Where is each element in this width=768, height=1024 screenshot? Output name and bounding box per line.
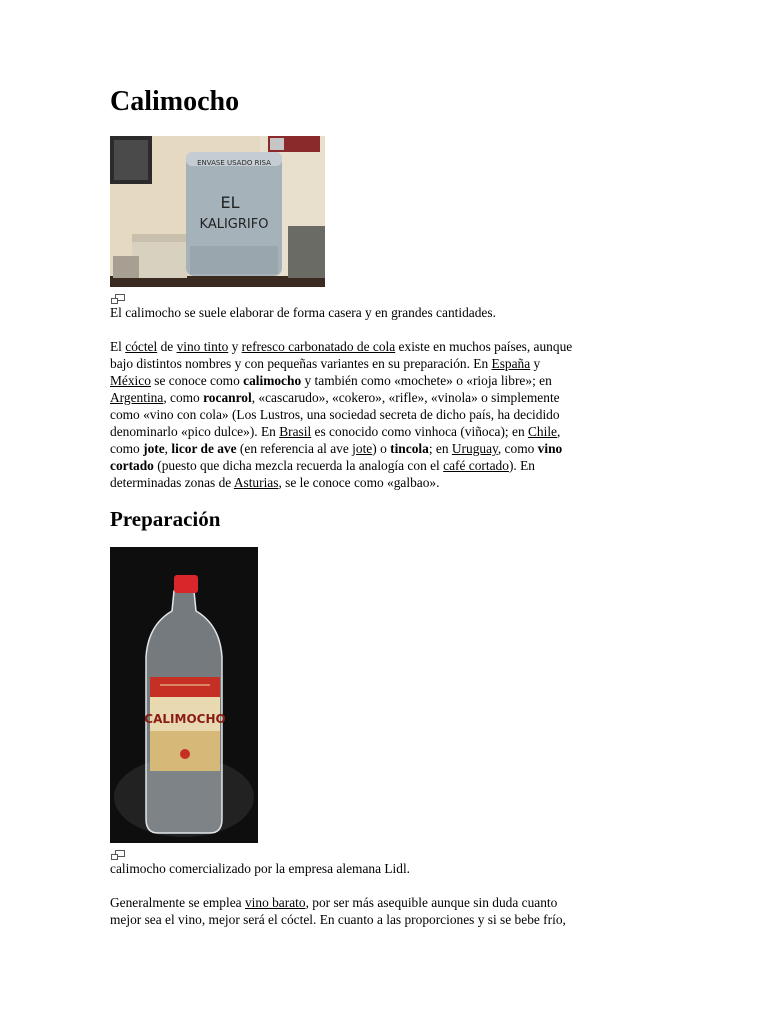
inline-link[interactable]: México	[110, 373, 151, 388]
text-run: (puesto que dicha mezcla recuerda la analogía con el	[153, 458, 444, 473]
preparation-paragraph	[110, 894, 655, 928]
text-run: , como	[497, 441, 538, 456]
text-run: ; en	[428, 441, 452, 456]
text-line	[110, 440, 655, 457]
text-run: denominarlo «pico dulce»). En	[110, 424, 280, 439]
text-run: Generalmente se emplea	[110, 895, 245, 910]
text-line	[110, 457, 655, 474]
text-run: es conocido como vinhoca (viñoca); en	[311, 424, 528, 439]
inline-link[interactable]: Argentina	[110, 390, 164, 405]
text-run: El	[110, 339, 126, 354]
text-line	[110, 406, 655, 423]
text-run: ) o	[372, 441, 391, 456]
text-run: (en referencia al ave	[236, 441, 353, 456]
text-line	[110, 911, 655, 928]
bottle-label: CALIMOCHO	[144, 712, 226, 726]
image-caption: El calimocho se suele elaborar de forma casera y en grandes cantidades.	[110, 305, 496, 320]
text-run: ,	[557, 424, 561, 439]
text-run: ,	[164, 441, 172, 456]
text-run: mejor sea el vino, mejor será el cóctel. En cuanto a las proporciones y si se bebe frío,	[110, 912, 566, 927]
text-run: , «cascarudo», «cokero», «rifle», «vinola» o simplemente	[251, 390, 560, 405]
inline-link[interactable]: España	[491, 356, 531, 371]
container-label-line1: EL	[220, 193, 240, 212]
text-run: ). En	[508, 458, 535, 473]
inline-link[interactable]: vino tinto	[176, 339, 229, 354]
text-line	[110, 389, 655, 406]
calimocho-container-photo[interactable]	[110, 136, 325, 287]
text-run: bajo distintos nombres y con pequeñas variantes en su preparación. En	[110, 356, 492, 371]
page-title: Calimocho	[110, 86, 240, 117]
bold-term: calimocho	[243, 373, 302, 388]
inline-link[interactable]: vino barato	[244, 895, 306, 910]
container-label-line2: KALIGRIFO	[199, 217, 269, 232]
intro-paragraph	[110, 338, 655, 491]
text-line	[110, 474, 655, 491]
text-line	[110, 372, 655, 389]
text-run: de	[157, 339, 177, 354]
inline-link[interactable]: refresco carbonatado de cola	[241, 339, 396, 354]
text-run: y	[530, 356, 541, 371]
text-line	[110, 338, 655, 355]
text-run: determinadas zonas de	[110, 475, 234, 490]
image-caption: calimocho comercializado por la empresa alemana Lidl.	[110, 861, 411, 876]
inline-link[interactable]: Uruguay	[451, 441, 498, 456]
text-line	[110, 423, 655, 440]
bold-term: licor de ave	[171, 441, 237, 456]
text-run: y también como «mochete» o «rioja libre»; en	[301, 373, 552, 388]
inline-link[interactable]: Chile	[527, 424, 557, 439]
text-line	[110, 894, 655, 911]
text-run: y	[228, 339, 242, 354]
section-title: Preparación	[110, 507, 221, 531]
inline-link[interactable]: café cortado	[443, 458, 509, 473]
inline-link[interactable]: Brasil	[279, 424, 312, 439]
inline-link[interactable]: jote	[352, 441, 373, 456]
inline-link[interactable]: cóctel	[125, 339, 158, 354]
inline-link[interactable]: Asturias	[233, 475, 279, 490]
text-run: se conoce como	[150, 373, 244, 388]
bold-term: rocanrol	[203, 390, 252, 405]
text-run: existe en muchos países, aunque	[395, 339, 573, 354]
text-run: como	[110, 441, 144, 456]
text-run: , se le conoce como «galbao».	[278, 475, 440, 490]
bold-term: jote	[143, 441, 165, 456]
text-line	[110, 355, 655, 372]
bold-term: tincola	[390, 441, 429, 456]
text-run: , como	[163, 390, 204, 405]
text-run: , por ser más asequible aunque sin duda cuanto	[305, 895, 558, 910]
text-run: como «vino con cola» (Los Lustros, una sociedad secreta de dicho país, ha decidido	[110, 407, 560, 422]
container-label-top: ENVASE USADO RISA	[197, 159, 271, 167]
calimocho-bottle-photo[interactable]	[110, 547, 258, 843]
bold-term: cortado	[110, 458, 154, 473]
bold-term: vino	[537, 441, 563, 456]
